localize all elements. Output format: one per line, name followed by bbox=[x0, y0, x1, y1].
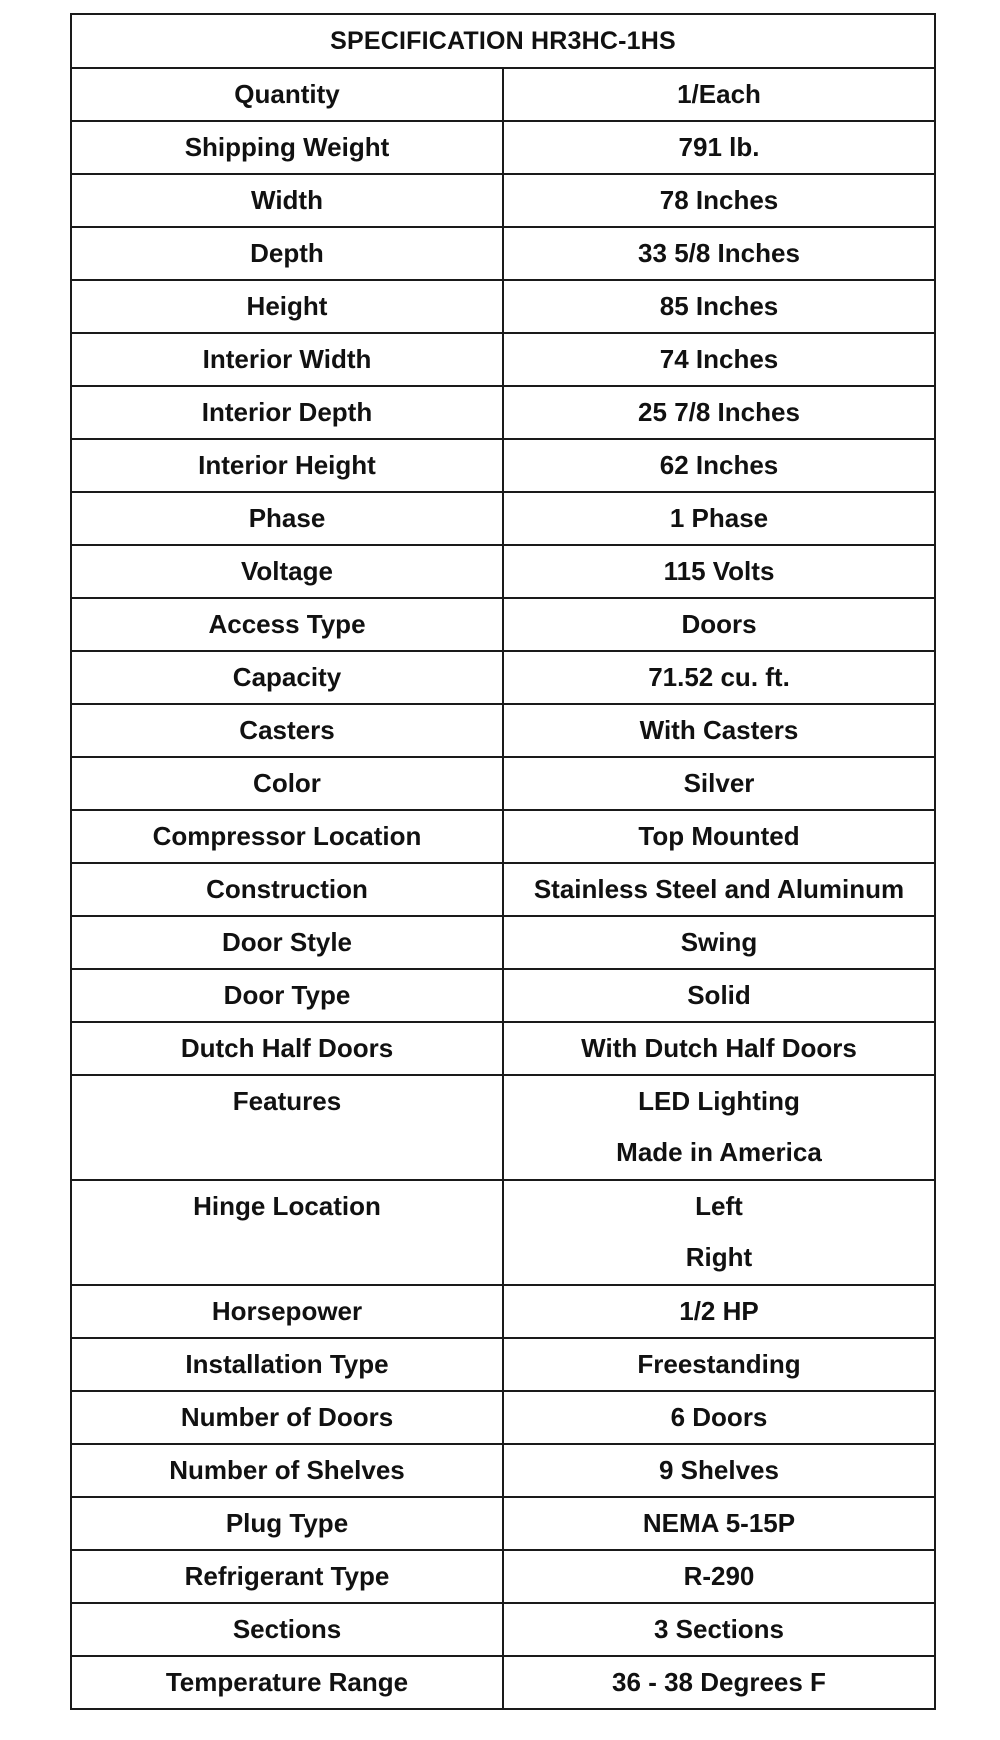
spec-value-cell bbox=[503, 227, 935, 280]
spec-value: 1/Each bbox=[677, 79, 761, 109]
table-row bbox=[71, 545, 935, 598]
spec-label: Installation Type bbox=[185, 1349, 389, 1379]
spec-value: 25 7/8 Inches bbox=[638, 397, 800, 427]
spec-value: 791 lb. bbox=[678, 132, 760, 162]
spec-value-cell bbox=[503, 810, 935, 863]
spec-label: Voltage bbox=[241, 556, 333, 586]
spec-value-cell bbox=[503, 757, 935, 810]
table-row bbox=[71, 651, 935, 704]
spec-value-cell bbox=[503, 333, 935, 386]
spec-label-cell bbox=[71, 863, 503, 916]
spec-label: Interior Depth bbox=[201, 397, 373, 427]
spec-value: 33 5/8 Inches bbox=[638, 238, 800, 268]
table-row bbox=[71, 1497, 935, 1550]
spec-value-cell bbox=[503, 492, 935, 545]
spec-value-cell bbox=[503, 704, 935, 757]
spec-value: NEMA 5-15P bbox=[642, 1508, 796, 1538]
spec-label-cell bbox=[71, 1285, 503, 1338]
spec-value: With Casters bbox=[639, 715, 799, 745]
table-row bbox=[71, 1603, 935, 1656]
spec-value-cell bbox=[503, 280, 935, 333]
table-row bbox=[71, 439, 935, 492]
table-row bbox=[71, 333, 935, 386]
table-title bbox=[71, 14, 935, 68]
table-row bbox=[71, 1180, 935, 1285]
spec-label-cell bbox=[71, 1550, 503, 1603]
spec-label-cell bbox=[71, 68, 503, 121]
spec-label-cell bbox=[71, 1444, 503, 1497]
spec-value: 71.52 cu. ft. bbox=[648, 662, 790, 692]
spec-value: LED Lighting bbox=[638, 1086, 800, 1116]
spec-value-cell bbox=[503, 1180, 935, 1285]
spec-value-cell bbox=[503, 439, 935, 492]
spec-value: 62 Inches bbox=[659, 450, 779, 480]
spec-label: Width bbox=[251, 185, 323, 215]
table-row bbox=[71, 1075, 935, 1180]
spec-value: Made in America bbox=[616, 1137, 822, 1167]
spec-value: 9 Shelves bbox=[659, 1455, 779, 1485]
spec-value-cell bbox=[503, 545, 935, 598]
spec-label: Refrigerant Type bbox=[184, 1561, 390, 1591]
table-row bbox=[71, 757, 935, 810]
spec-label: Number of Doors bbox=[180, 1402, 394, 1432]
spec-value-cell bbox=[503, 1444, 935, 1497]
spec-label-cell bbox=[71, 1497, 503, 1550]
spec-label-cell bbox=[71, 439, 503, 492]
spec-label: Door Style bbox=[221, 927, 353, 957]
table-row bbox=[71, 121, 935, 174]
spec-value-cell bbox=[503, 1497, 935, 1550]
spec-label: Height bbox=[246, 291, 328, 321]
table-row bbox=[71, 969, 935, 1022]
table-row bbox=[71, 916, 935, 969]
spec-label-cell bbox=[71, 1656, 503, 1709]
table-row bbox=[71, 280, 935, 333]
spec-label-cell bbox=[71, 1338, 503, 1391]
spec-value-cell bbox=[503, 1075, 935, 1180]
spec-value-cell bbox=[503, 651, 935, 704]
spec-value: With Dutch Half Doors bbox=[581, 1033, 857, 1063]
spec-label-cell bbox=[71, 651, 503, 704]
spec-value: R-290 bbox=[683, 1561, 755, 1591]
spec-label: Door Type bbox=[223, 980, 351, 1010]
spec-label: Sections bbox=[232, 1614, 342, 1644]
spec-value: 1/2 HP bbox=[679, 1296, 759, 1326]
spec-label: Plug Type bbox=[225, 1508, 349, 1538]
spec-label-cell bbox=[71, 174, 503, 227]
spec-value-cell bbox=[503, 598, 935, 651]
table-row bbox=[71, 704, 935, 757]
spec-value-cell bbox=[503, 121, 935, 174]
table-row bbox=[71, 1022, 935, 1075]
spec-label-cell bbox=[71, 1603, 503, 1656]
spec-label: Color bbox=[253, 768, 321, 798]
spec-label-cell bbox=[71, 1075, 503, 1180]
spec-label: Number of Shelves bbox=[169, 1455, 405, 1485]
spec-label: Quantity bbox=[234, 79, 340, 109]
spec-label: Capacity bbox=[232, 662, 342, 692]
spec-value: 78 Inches bbox=[659, 185, 779, 215]
specification-rows bbox=[71, 68, 935, 1709]
spec-label: Hinge Location bbox=[193, 1191, 381, 1221]
spec-value-cell bbox=[503, 1603, 935, 1656]
spec-label: Dutch Half Doors bbox=[180, 1033, 394, 1063]
spec-label-cell bbox=[71, 1180, 503, 1285]
spec-value: Left bbox=[695, 1191, 743, 1221]
spec-value: Swing bbox=[680, 927, 758, 957]
spec-label-cell bbox=[71, 227, 503, 280]
spec-value: Silver bbox=[683, 768, 755, 798]
spec-value: Freestanding bbox=[637, 1349, 801, 1379]
table-row bbox=[71, 810, 935, 863]
spec-label-cell bbox=[71, 333, 503, 386]
spec-label: Depth bbox=[250, 238, 324, 268]
table-row bbox=[71, 174, 935, 227]
table-row bbox=[71, 1391, 935, 1444]
spec-value-cell bbox=[503, 386, 935, 439]
spec-label-cell bbox=[71, 598, 503, 651]
spec-label-cell bbox=[71, 386, 503, 439]
spec-value: 1 Phase bbox=[669, 503, 769, 533]
table-row bbox=[71, 1338, 935, 1391]
table-header-row bbox=[71, 14, 935, 68]
spec-label: Compressor Location bbox=[152, 821, 422, 851]
spec-label: Casters bbox=[239, 715, 335, 745]
spec-value-cell bbox=[503, 1285, 935, 1338]
table-row bbox=[71, 68, 935, 121]
spec-label-cell bbox=[71, 492, 503, 545]
spec-value: 115 Volts bbox=[663, 556, 775, 586]
spec-label: Shipping Weight bbox=[184, 132, 390, 162]
spec-value-cell bbox=[503, 1550, 935, 1603]
spec-value: 36 - 38 Degrees F bbox=[612, 1667, 826, 1697]
table-title-text: SPECIFICATION HR3HC-1HS bbox=[330, 26, 676, 55]
spec-value-cell bbox=[503, 1338, 935, 1391]
spec-label: Horsepower bbox=[211, 1296, 363, 1326]
spec-value-cell bbox=[503, 1391, 935, 1444]
table-row bbox=[71, 863, 935, 916]
spec-label-cell bbox=[71, 1391, 503, 1444]
spec-value: 3 Sections bbox=[653, 1614, 785, 1644]
table-row bbox=[71, 386, 935, 439]
spec-value: 6 Doors bbox=[670, 1402, 768, 1432]
spec-value: Right bbox=[685, 1242, 753, 1272]
spec-label: Interior Width bbox=[202, 344, 372, 374]
table-row bbox=[71, 1444, 935, 1497]
spec-label: Access Type bbox=[208, 609, 366, 639]
spec-value: Stainless Steel and Aluminum bbox=[533, 874, 905, 904]
spec-label-cell bbox=[71, 810, 503, 863]
table-row bbox=[71, 1550, 935, 1603]
spec-label: Interior Height bbox=[198, 450, 376, 480]
table-row bbox=[71, 598, 935, 651]
spec-value-cell bbox=[503, 863, 935, 916]
spec-value-cell bbox=[503, 174, 935, 227]
spec-label-cell bbox=[71, 757, 503, 810]
spec-value-cell bbox=[503, 969, 935, 1022]
spec-value: Top Mounted bbox=[638, 821, 800, 851]
table-row bbox=[71, 1656, 935, 1709]
table-row bbox=[71, 227, 935, 280]
table-row bbox=[71, 1285, 935, 1338]
spec-value: Solid bbox=[687, 980, 751, 1010]
spec-label-cell bbox=[71, 1022, 503, 1075]
spec-value-cell bbox=[503, 1022, 935, 1075]
spec-value-cell bbox=[503, 916, 935, 969]
spec-label: Construction bbox=[206, 874, 368, 904]
spec-value-cell bbox=[503, 1656, 935, 1709]
spec-label-cell bbox=[71, 969, 503, 1022]
spec-value: Doors bbox=[681, 609, 757, 639]
spec-label-cell bbox=[71, 704, 503, 757]
spec-label-cell bbox=[71, 545, 503, 598]
spec-label: Phase bbox=[248, 503, 326, 533]
spec-value: 74 Inches bbox=[659, 344, 779, 374]
spec-label-cell bbox=[71, 916, 503, 969]
spec-label: Temperature Range bbox=[165, 1667, 409, 1697]
spec-value-cell bbox=[503, 68, 935, 121]
spec-label-cell bbox=[71, 121, 503, 174]
spec-label-cell bbox=[71, 280, 503, 333]
table-row bbox=[71, 492, 935, 545]
spec-value: 85 Inches bbox=[659, 291, 779, 321]
spec-label: Features bbox=[232, 1086, 342, 1116]
specification-table bbox=[70, 13, 936, 1710]
